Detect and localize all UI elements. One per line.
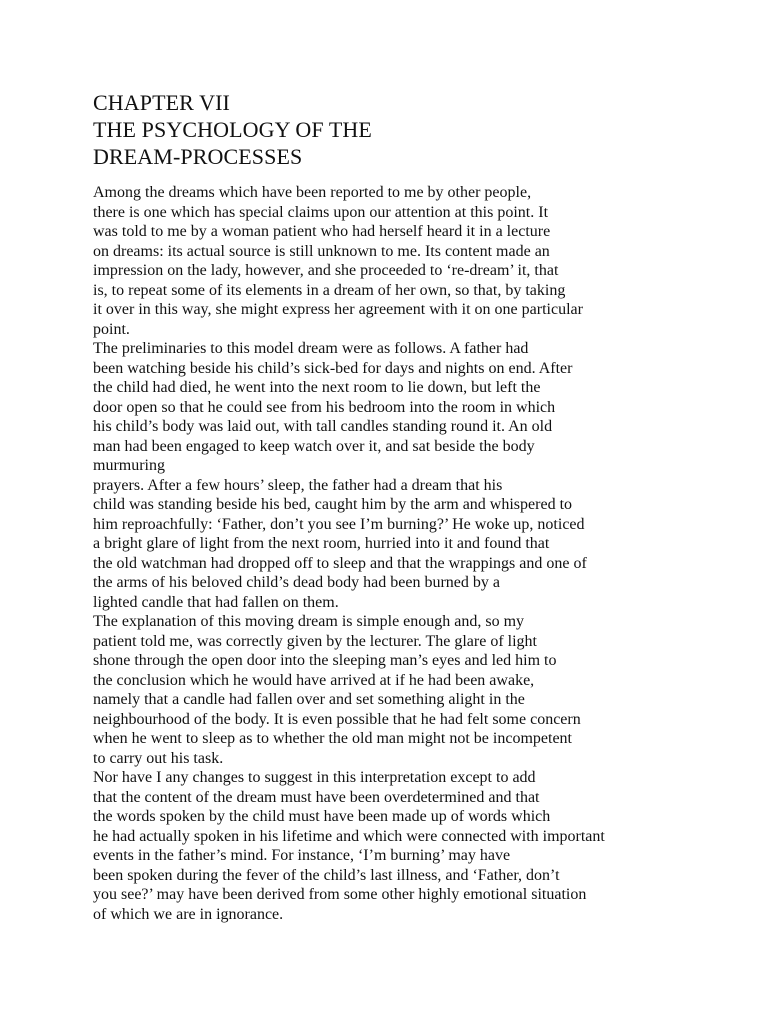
chapter-title-line-1: THE PSYCHOLOGY OF THE [93,117,372,142]
text-line: events in the father’s mind. For instance, ‘I’m burning’ may have [93,847,511,864]
text-line: the child had died, he went into the next room to lie down, but left the [93,379,541,396]
text-line: shone through the open door into the sleeping man’s eyes and led him to [93,652,557,669]
text-line: to carry out his task. [93,749,224,767]
text-line: The explanation of this moving dream is simple enough and, so my [93,613,525,630]
text-line: was told to me by a woman patient who had herself heard it in a lecture [93,223,551,240]
text-line: his child’s body was laid out, with tall candles standing round it. An old [93,418,553,435]
text-line: is, to repeat some of its elements in a dream of her own, so that, by taking [93,281,566,299]
text-line: it over in this way, she might express her agreement with it on one particular [93,301,583,318]
text-line: door open so that he could see from his bedroom into the room in which [93,398,556,416]
text-line: patient told me, was correctly given by the lecturer. The glare of light [93,632,537,650]
body-text [93,183,753,924]
text-line: there is one which has special claims upon our attention at this point. It [93,203,549,221]
text-line: man had been engaged to keep watch over it, and sat beside the body [93,437,535,455]
text-line: The preliminaries to this model dream were as follows. A father had [93,340,529,357]
chapter-number: CHAPTER VII [93,90,230,115]
text-line: lighted candle that had fallen on them. [93,593,339,611]
text-line: point. [93,320,130,338]
text-line: child was standing beside his bed, caught him by the arm and whispered to [93,496,573,513]
text-line: the conclusion which he would have arrived at if he had been awake, [93,671,535,689]
text-line: when he went to sleep as to whether the old man might not be incompetent [93,730,572,747]
text-line: of which we are in ignorance. [93,905,284,923]
text-line: a bright glare of light from the next room, hurried into it and found that [93,535,550,552]
text-line: namely that a candle had fallen over and set something alight in the [93,691,525,708]
text-line: he had actually spoken in his lifetime and which were connected with important [93,827,605,845]
chapter-heading [93,89,372,170]
text-line: impression on the lady, however, and she proceeded to ‘re-dream’ it, that [93,262,559,279]
text-line: that the content of the dream must have been overdetermined and that [93,788,540,806]
text-line: prayers. After a few hours’ sleep, the father had a dream that his [93,476,503,494]
text-line: been spoken during the fever of the child’s last illness, and ‘Father, don’t [93,866,560,884]
text-line: Nor have I any changes to suggest in this interpretation except to add [93,769,536,786]
text-line: on dreams: its actual source is still unknown to me. Its content made an [93,242,550,260]
text-line: the old watchman had dropped off to sleep and that the wrappings and one of [93,554,587,572]
text-line: the arms of his beloved child’s dead body had been burned by a [93,574,500,591]
text-line: him reproachfully: ‘Father, don’t you see I’m burning?’ He woke up, noticed [93,515,585,533]
text-line: murmuring [93,457,165,474]
text-line: you see?’ may have been derived from some other highly emotional situation [93,886,587,903]
text-line: been watching beside his child’s sick-bed for days and nights on end. After [93,359,573,377]
text-line: Among the dreams which have been reported to me by other people, [93,184,532,201]
text-line: the words spoken by the child must have been made up of words which [93,808,551,825]
chapter-title-line-2: DREAM-PROCESSES [93,144,303,169]
text-line: neighbourhood of the body. It is even possible that he had felt some concern [93,710,581,728]
